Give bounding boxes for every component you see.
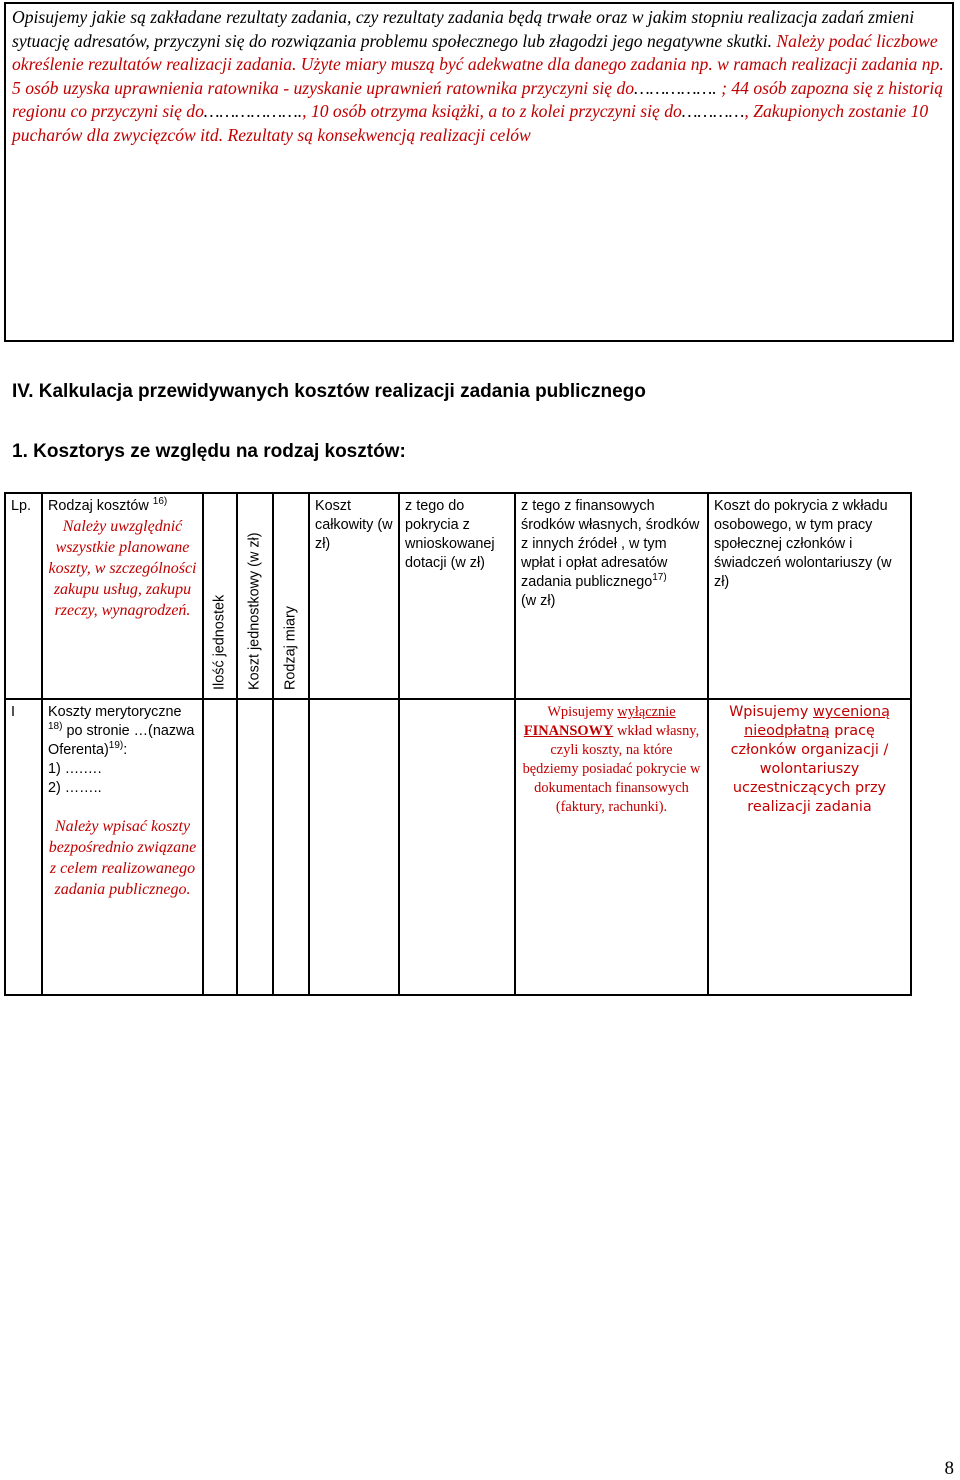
row-personal-contribution-note xyxy=(708,699,911,995)
os-note-underline-1: wycenioną xyxy=(813,704,890,720)
os-note-underline-2: nieodpłatną xyxy=(744,723,830,739)
fin-note-a: Wpisujemy xyxy=(547,704,618,720)
row-cost-type xyxy=(42,699,203,995)
header-measure-label: Rodzaj miary xyxy=(282,606,299,690)
fin-note-bold: FINANSOWY xyxy=(523,723,614,739)
header-cost-type xyxy=(42,493,203,699)
results-instruction: Opisujemy jakie są zakładane rezultaty zadania, czy rezultaty zadania będą trwałe oraz w jakim stopniu realizacja zadań zmieni sytuację adresatów, przyczyni się do rozwiązania problemu społecznego lub złagodzi jego negatywne skutki. xyxy=(12,7,915,51)
header-measure xyxy=(273,493,309,699)
row-cost-label-c: : xyxy=(123,742,128,758)
header-unit-cost xyxy=(237,493,273,699)
results-example-2: ; 44 osób zapozna się z historią regionu co przyczyni się do xyxy=(12,77,944,122)
row-item-2: 2) …….. xyxy=(48,780,102,796)
header-unit-count xyxy=(203,493,237,699)
footnote-18: 18) xyxy=(48,721,63,733)
row-item-1: 1) ….…. xyxy=(48,761,102,777)
header-cost-type-label: Rodzaj kosztów xyxy=(48,498,149,514)
placeholder-dots-2: ………………. xyxy=(203,101,303,122)
subsection-title: 1. Kosztorys ze względu na rodzaj kosztów: xyxy=(12,441,406,462)
header-financial-own-label: z tego z finansowych środków własnych, środków z innych źródeł , w tym wpłat i opłat adresatów zadania publicznego xyxy=(521,498,700,590)
section-title: IV. Kalkulacja przewidywanych kosztów realizacji zadania publicznego xyxy=(12,381,646,402)
header-grant: z tego do pokrycia z wnioskowanej dotacji (w zł) xyxy=(399,493,515,699)
row-total-cost[interactable] xyxy=(309,699,399,995)
footnote-16: 16) xyxy=(152,496,168,508)
fin-note-c: wkład własny, czyli koszty, na które będziemy posiadać pokrycie w dokumentach finansowych (faktury, rachunki). xyxy=(522,723,701,815)
row-grant[interactable] xyxy=(399,699,515,995)
row-unit-count[interactable] xyxy=(203,699,237,995)
row-lp: I xyxy=(5,699,42,995)
row-measure[interactable] xyxy=(273,699,309,995)
placeholder-dots-3: ………… xyxy=(681,101,745,122)
header-cost-type-note: Należy uwzględnić wszystkie planowane koszty, w szczególności zakupu usług, zakupu rzeczy, wynagrodzeń. xyxy=(48,518,197,619)
header-financial-own xyxy=(515,493,708,699)
results-example-4: , Zakupionych zostanie 10 pucharów dla zwycięzców itd. Rezultaty są konsekwencją realizacji celów xyxy=(12,101,929,145)
row-cost-note: Należy wpisać koszty bezpośrednio związane z celem realizowanego zadania publicznego. xyxy=(48,818,197,898)
header-lp: Lp. xyxy=(5,493,42,699)
page-number: 8 xyxy=(944,1458,954,1479)
results-description-box xyxy=(4,2,954,342)
os-note-a: Wpisujemy xyxy=(729,704,814,720)
fin-note-underline: wyłącznie xyxy=(617,704,676,720)
table-header-row xyxy=(5,493,911,699)
placeholder-dots-1: ……………. xyxy=(634,77,717,98)
header-personal-contribution: Koszt do pokrycia z wkładu osobowego, w tym pracy społecznej członków i świadczeń wolontariuszy (w zł) xyxy=(708,493,911,699)
os-note-b: pracę członków organizacji / wolontariuszy uczestniczących przy realizacji zadania xyxy=(730,723,889,815)
header-total-cost: Koszt całkowity (w zł) xyxy=(309,493,399,699)
row-cost-label-a: Koszty merytoryczne xyxy=(48,704,182,720)
table-row xyxy=(5,699,911,995)
results-example-3: , 10 osób otrzyma książki, a to z kolei przyczyni się do xyxy=(302,101,682,122)
row-financial-own-note xyxy=(515,699,708,995)
footnote-17: 17) xyxy=(652,572,667,584)
cost-table xyxy=(4,492,912,996)
results-example-1: Należy podać liczbowe określenie rezultatów realizacji zadania. Użyte miary muszą być adekwatne dla danego zadania np. w ramach realizacji zadania np. 5 osób uzyska uprawnienia ratownika - uzyskanie uprawnień ratownika przyczyni się do xyxy=(12,30,944,98)
header-unit-count-label: Ilość jednostek xyxy=(211,594,228,690)
header-unit-cost-label: Koszt jednostkowy (w zł) xyxy=(246,532,263,690)
row-cost-label-b: po stronie …(nazwa Oferenta) xyxy=(48,723,195,758)
header-financial-own-unit: (w zł) xyxy=(521,593,556,609)
footnote-19: 19) xyxy=(108,740,124,752)
row-unit-cost[interactable] xyxy=(237,699,273,995)
